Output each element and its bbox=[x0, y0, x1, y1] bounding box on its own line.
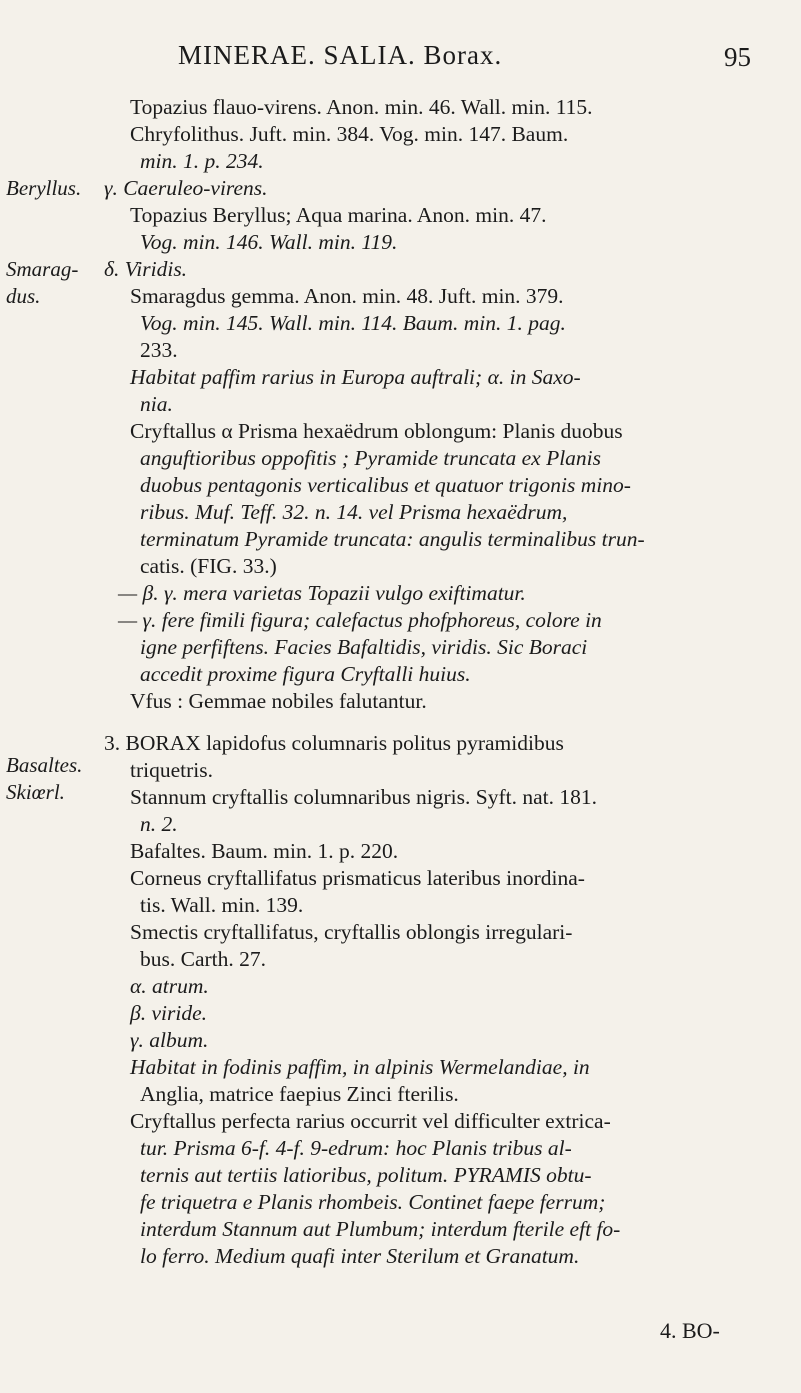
text-line: δ. Viridis. bbox=[104, 257, 188, 281]
text-line: min. 1. p. 234. bbox=[140, 149, 264, 173]
margin-note bbox=[6, 752, 82, 806]
text-line: Smaragdus gemma. Anon. min. 48. Juft. min. 379. bbox=[130, 284, 564, 308]
text-line: Corneus cryftallifatus prismaticus lateribus inordina- bbox=[130, 866, 585, 890]
text-body bbox=[104, 94, 794, 1270]
text-line: duobus pentagonis verticalibus et quatuor trigonis mino- bbox=[140, 473, 631, 497]
text-line: α. atrum. bbox=[130, 974, 209, 998]
text-line: Vfus : Gemmae nobiles falutantur. bbox=[130, 689, 427, 713]
text-line: Cryftallus perfecta rarius occurrit vel difficulter extrica- bbox=[130, 1109, 611, 1133]
text-line: Stannum cryftallis columnaribus nigris. Syft. nat. 181. bbox=[130, 785, 597, 809]
text-line: 3. BORAX lapidofus columnaris politus pyramidibus bbox=[104, 731, 564, 755]
margin-note-line: Basaltes. bbox=[6, 753, 83, 777]
text-line: Topazius Beryllus; Aqua marina. Anon. min. 47. bbox=[130, 203, 547, 227]
text-line: anguftioribus oppofitis ; Pyramide truncata ex Planis bbox=[140, 446, 602, 470]
text-line: Vog. min. 145. Wall. min. 114. Baum. min. 1. pag. bbox=[140, 311, 566, 335]
text-line: terminatum Pyramide truncata: angulis terminalibus trun- bbox=[140, 527, 645, 551]
text-line: γ. album. bbox=[130, 1028, 209, 1052]
running-title: MINERAE. SALIA. Borax. bbox=[178, 40, 503, 70]
text-line: igne perfiftens. Facies Bafaltidis, viridis. Sic Boraci bbox=[140, 635, 588, 659]
text-line: lo ferro. Medium quafi inter Sterilum et Granatum. bbox=[140, 1244, 580, 1268]
margin-note-line: Smarag- bbox=[6, 257, 79, 281]
text-line: ribus. Muf. Teff. 32. n. 14. vel Prisma hexaëdrum, bbox=[140, 500, 568, 524]
text-line: Smectis cryftallifatus, cryftallis oblongis irregulari- bbox=[130, 920, 573, 944]
text-line: nia. bbox=[140, 392, 173, 416]
text-line: — γ. fere fimili figura; calefactus phofphoreus, colore in bbox=[118, 608, 602, 632]
text-line: Habitat in fodinis paffim, in alpinis Wermelandiae, in bbox=[130, 1055, 590, 1079]
text-line: fe triquetra e Planis rhombeis. Continet faepe ferrum; bbox=[140, 1190, 606, 1214]
text-line: Chryfolithus. Juft. min. 384. Vog. min. 147. Baum. bbox=[130, 122, 569, 146]
text-line: n. 2. bbox=[140, 812, 178, 836]
page-header bbox=[0, 40, 801, 80]
text-line: β. viride. bbox=[130, 1001, 207, 1025]
text-line: Anglia, matrice faepius Zinci fterilis. bbox=[140, 1082, 459, 1106]
text-line: bus. Carth. 27. bbox=[140, 947, 267, 971]
margin-note bbox=[6, 256, 78, 310]
text-line: γ. Caeruleo-virens. bbox=[104, 176, 268, 200]
margin-note-line: dus. bbox=[6, 284, 41, 308]
text-line: Habitat paffim rarius in Europa auftrali; α. in Saxo- bbox=[130, 365, 581, 389]
text-line: catis. (FIG. 33.) bbox=[140, 554, 277, 578]
page-number: 95 bbox=[724, 42, 751, 72]
text-line: — β. γ. mera varietas Topazii vulgo exiftimatur. bbox=[118, 581, 526, 605]
text-line: Topazius flauo-virens. Anon. min. 46. Wall. min. 115. bbox=[130, 95, 593, 119]
text-line: tis. Wall. min. 139. bbox=[140, 893, 304, 917]
catchword: 4. BO- bbox=[660, 1318, 720, 1343]
margin-note bbox=[6, 175, 81, 202]
text-line: triquetris. bbox=[130, 758, 213, 782]
margin-note-line: Skiœrl. bbox=[6, 780, 65, 804]
text-line: tur. Prisma 6-f. 4-f. 9-edrum: hoc Planis tribus al- bbox=[140, 1136, 572, 1160]
text-line: ternis aut tertiis latioribus, politum. PYRAMIS obtu- bbox=[140, 1163, 592, 1187]
text-line: Bafaltes. Baum. min. 1. p. 220. bbox=[130, 839, 399, 863]
text-line: accedit proxime figura Cryftalli huius. bbox=[140, 662, 471, 686]
margin-note-line: Beryllus. bbox=[6, 176, 82, 200]
text-line: Vog. min. 146. Wall. min. 119. bbox=[140, 230, 398, 254]
text-line bbox=[104, 715, 794, 730]
text-line: interdum Stannum aut Plumbum; interdum fterile eft fo- bbox=[140, 1217, 621, 1241]
text-line: 233. bbox=[140, 338, 178, 362]
text-line: Cryftallus α Prisma hexaëdrum oblongum: Planis duobus bbox=[130, 419, 623, 443]
